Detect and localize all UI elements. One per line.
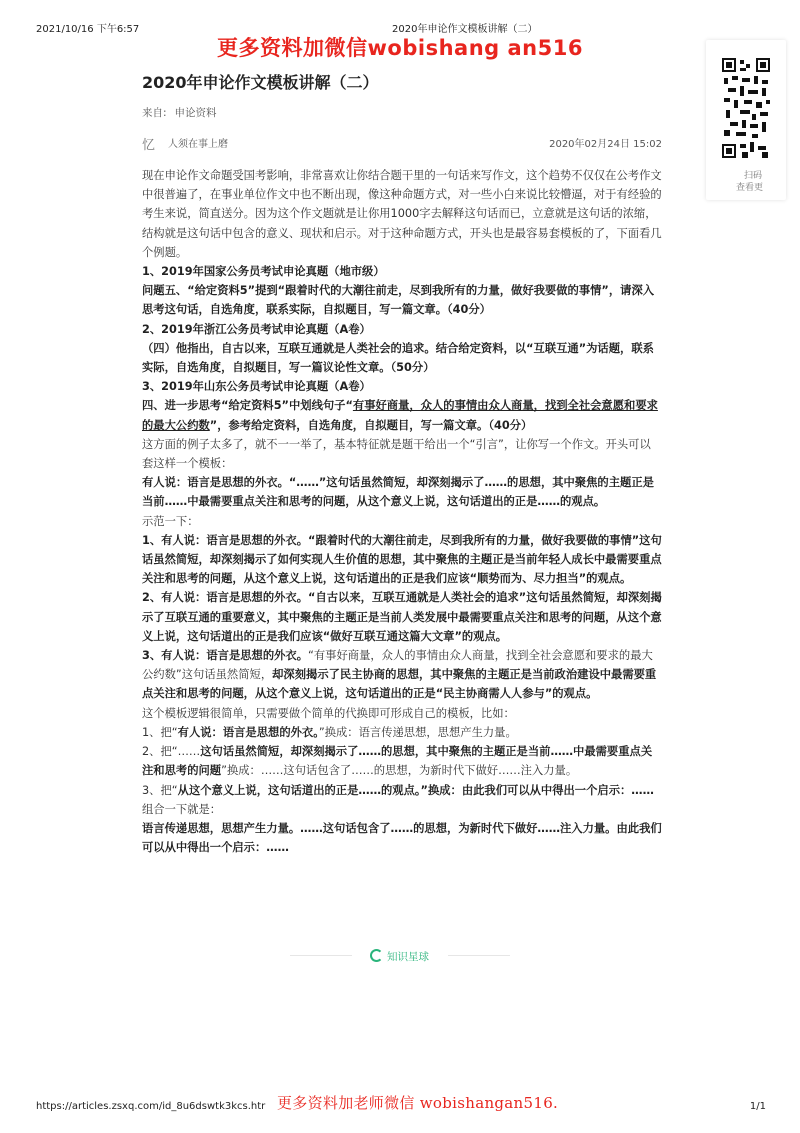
qr-card[interactable]: [706, 40, 786, 200]
article-body: [142, 166, 662, 857]
combined-template: 语言传递思想，思想产生力量。……这句话包含了……的思想，为新时代下做好……注入力量。由此我们可以从中得出一个启示：……: [142, 821, 662, 855]
qr-caption-line2: 查看更: [736, 183, 764, 193]
question-text: 四、进一步思考“给定资料5”中划线句子“有事好商量，众人的事情由众人商量，找到全社会意愿和要求的最大公约数”，参考给定资料，自选角度，自拟题目，写一篇文章。（40分）: [142, 399, 658, 432]
question-heading: 3、2019年山东公务员考试申论真题（A卷）: [142, 380, 371, 394]
watermark-top: 更多资料加微信wobishang an516: [217, 36, 583, 60]
print-footer-url: https://articles.zsxq.com/id_8u6dswtk3kcs.htr: [36, 1101, 266, 1112]
question-heading: 2、2019年浙江公务员考试申论真题（A卷）: [142, 322, 371, 336]
qr-caption-line1: 扫码: [744, 171, 763, 181]
example-text: 1、有人说：语言是思想的外衣。“跟着时代的大潮往前走，尽到我所有的力量，做好我要做的事情”这句话虽然简短，却深刻揭示了如何实现人生价值的思想，其中聚焦的主题正是当前年轻人成长中最需要重点关注和思考的问题，从这个意义上说，这句话道出的正是我们应该“顺势而为、尽力担当”的观点。: [142, 533, 662, 586]
article-title: 2020年申论作文模板讲解（二）: [142, 73, 379, 92]
example-text: 2、有人说：语言是思想的外衣。“自古以来，互联互通就是人类社会的追求”这句话虽然简短，却深刻揭示了互联互通的重要意义，其中聚焦的主题正是当前人类发展中最需要重点关注和思考的问题，从这个意义上说，这句话道出的正是我们应该“做好互联互通这篇大文章”的观点。: [142, 591, 662, 643]
author-signature-icon: 忆: [142, 138, 156, 153]
qr-code-icon: [722, 58, 770, 158]
question-text: 问题五、“给定资料5”提到“跟着时代的大潮往前走，尽到我所有的力量，做好我要做的事情”，请深入思考这句话，自选角度，联系实际，自拟题目，写一篇文章。（40分）: [142, 284, 655, 317]
paragraph: 这个模板逻辑很简单，只需要做个简单的代换即可形成自己的模板，比如：: [142, 706, 515, 720]
article-source: [142, 105, 662, 120]
paragraph: 组合一下就是：: [142, 802, 222, 816]
watermark-bottom: 更多资料加老师微信 wobishangan516.: [277, 1094, 559, 1112]
print-page-number: 1/1: [749, 1101, 766, 1112]
paragraph: 现在申论作文命题受国考影响，非常喜欢让你结合题干里的一句话来写作文，这个趋势不仅仅在公考作文中很普遍了，在事业单位作文中也不断出现，像这种命题方式，对一些小白来说比较懵逼，对于有经验的考生来说，简直送分。因为这个作文题就是让你用1000字去解释这句话而已，立意就是这句话的浓缩，结构就是这句话中包含的意义、现状和启示。对于这种命题方式，开头也是最容易套模板的了，下面看几个例题。: [142, 169, 662, 259]
source-label: 来自:: [142, 107, 167, 119]
publish-date: 2020年02月24日 15:02: [549, 139, 662, 150]
template-text: 有人说：语言是思想的外衣。“……”这句话虽然简短，却深刻揭示了……的思想，其中聚焦的主题正是当前……中最需要重点关注和思考的问题，从这个意义上说，这句话道出的正是……的观点。: [142, 476, 654, 509]
question-text: （四）他指出，自古以来，互联互通就是人类社会的追求。结合给定资料，以“互联互通”为话题，联系实际，自选角度，自拟题目，写一篇议论性文章。（50分）: [142, 341, 654, 375]
article-meta: [142, 134, 662, 152]
author-name[interactable]: 人须在事上磨: [168, 139, 228, 150]
paragraph: 这方面的例子太多了，就不一一举了，基本特征就是题干给出一个“引言”，让你写一个作文。开头可以套这样一个模板：: [142, 437, 651, 471]
substitution-item: 3、把“从这个意义上说，这句话道出的正是……的观点。”换成：由此我们可以从中得出一个启示：……: [142, 783, 654, 797]
substitution-item: 1、把“有人说：语言是思想的外衣。”换成：语言传递思想，思想产生力量。: [142, 725, 517, 739]
substitution-item: 2、把“……这句话虽然简短，却深刻揭示了……的思想，其中聚焦的主题正是当前……中最需要重点关注和思考的问题”换成：……这句话包含了……的思想，为新时代下做好……注入力量。: [142, 745, 653, 778]
footer-divider: [290, 949, 510, 963]
source-link[interactable]: 申论资料: [174, 107, 217, 119]
article: [142, 70, 662, 855]
example-text: 3、有人说：语言是思想的外衣。“有事好商量，众人的事情由众人商量，找到全社会意愿和要求的最大公约数”这句话虽然简短，却深刻揭示了民主协商的思想，其中聚焦的主题正是当前政治建设中最需要重点关注和思考的问题，从这个意义上说，这句话道出的正是“民主协商需人人参与”的观点。: [142, 649, 657, 701]
zsxq-brand[interactable]: 知识星球: [370, 949, 429, 964]
divider-line: [290, 955, 352, 956]
question-heading: 1、2019年国家公务员考试申论真题（地市级）: [142, 265, 385, 279]
zsxq-logo-icon: [370, 949, 383, 962]
divider-line: [448, 955, 510, 956]
underlined-sentence: 有事好商量，众人的事情由众人商量，找到全社会意愿和要求的最大公约数: [142, 399, 658, 432]
print-datetime: 2021/10/16 下午6:57: [36, 24, 140, 35]
paragraph: 示范一下：: [142, 514, 199, 528]
print-page-title: 2020年申论作文模板讲解（二）: [392, 24, 538, 35]
